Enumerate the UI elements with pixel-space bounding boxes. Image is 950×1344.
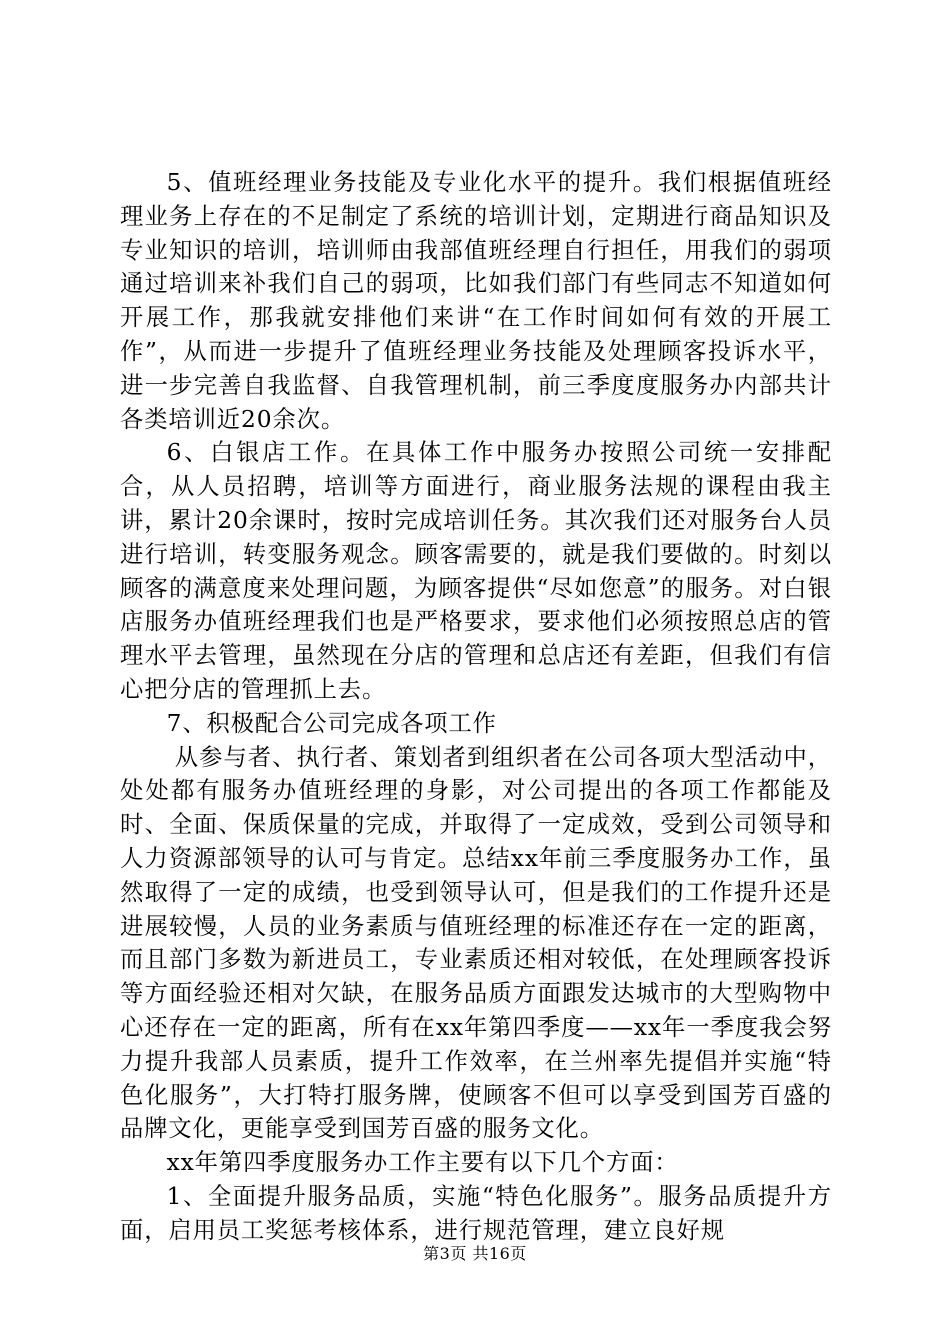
paragraph-q4-item-1: 1、全面提升服务品质，实施“特色化服务”。服务品质提升方面，启用员工奖惩考核体系，进行规范管理，建立良好规 xyxy=(120,1182,832,1244)
paragraph-item-5: 5、值班经理业务技能及专业化水平的提升。我们根据值班经理业务上存在的不足制定了系统的培训计划，定期进行商品知识及专业知识的培训，培训师由我部值班经理自行担任，用我们的弱项通过培训来补我们自己的弱项，比如我们部门有些同志不知道如何开展工作，那我就安排他们来讲“在工作时间如何有效的开展工作”，从而进一步提升了值班经理业务技能及处理顾客投诉水平，进一步完善自我监督、自我管理机制，前三季度度服务办内部共计各类培训近20余次。 xyxy=(120,169,832,433)
paragraph-summary: 从参与者、执行者、策划者到组织者在公司各项大型活动中，处处都有服务办值班经理的身影，对公司提出的各项工作都能及时、全面、保质保量的完成，并取得了一定成效，受到公司领导和人力资源部领导的认可与肯定。总结xx年前三季度服务办工作，虽然取得了一定的成绩，也受到领导认可，但是我们的工作提升还是进展较慢，人员的业务素质与值班经理的标准还存在一定的距离，而且部门多数为新进员工，专业素质还相对较低，在处理顾客投诉等方面经验还相对欠缺，在服务品质方面跟发达城市的大型购物中心还存在一定的距离，所有在xx年第四季度——xx年一季度我会努力提升我部人员素质，提升工作效率，在兰州率先提倡并实施“特色化服务”，大打特打服务牌，使顾客不但可以享受到国芳百盛的品牌文化，更能享受到国芳百盛的服务文化。 xyxy=(120,743,832,1143)
paragraph-item-6: 6、白银店工作。在具体工作中服务办按照公司统一安排配合，从人员招聘，培训等方面进行，商业服务法规的课程由我主讲，累计20余课时，按时完成培训任务。其次我们还对服务台人员进行培训，转变服务观念。顾客需要的，就是我们要做的。时刻以顾客的满意度来处理问题，为顾客提供“尽如您意”的服务。对白银店服务办值班经理我们也是严格要求，要求他们必须按照总店的管理水平去管理，虽然现在分店的管理和总店还有差距，但我们有信心把分店的管理抓上去。 xyxy=(120,439,832,703)
paragraph-item-7-heading: 7、积极配合公司完成各项工作 xyxy=(166,709,497,737)
document-body xyxy=(120,166,832,1248)
paragraph-q4-intro: xx年第四季度服务办工作主要有以下几个方面： xyxy=(166,1149,679,1177)
page-number-footer: 第3页 共16页 xyxy=(423,1244,527,1263)
